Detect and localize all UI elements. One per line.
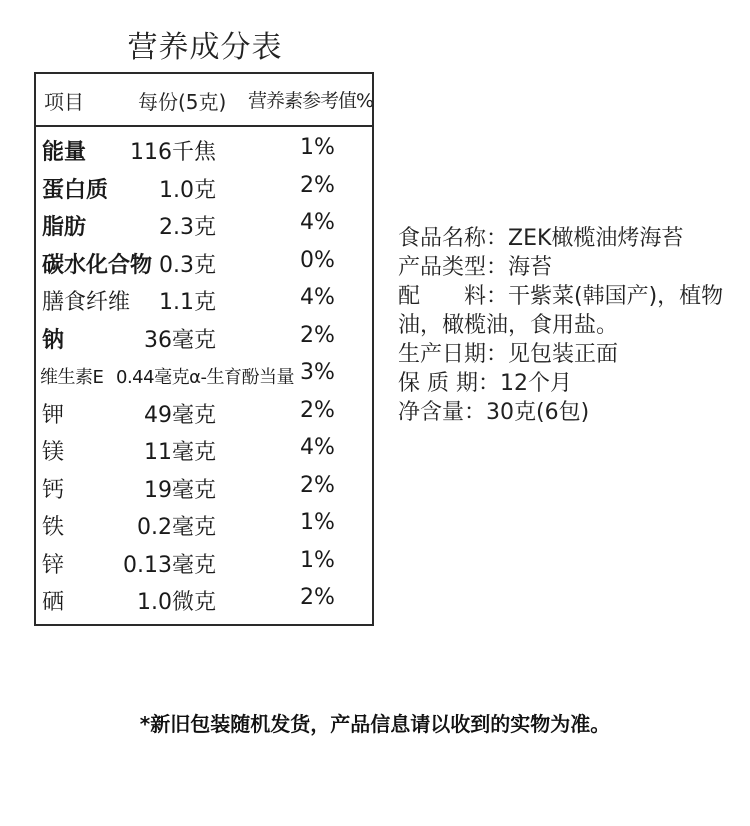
ingredients: 配 料：干紫菜(韩国产)，植物油，橄榄油，食用盐。 xyxy=(398,284,724,338)
header-item: 项目 xyxy=(44,90,84,114)
table-row xyxy=(36,545,372,583)
table-row xyxy=(36,207,372,245)
nutrient-nrv: 2% xyxy=(300,322,335,348)
nutrient-amount: 1.0克 xyxy=(159,177,216,203)
nutrient-nrv: 1% xyxy=(300,547,335,573)
nutrient-amount: 0.13毫克 xyxy=(123,552,216,578)
nutrient-amount: 1.1克 xyxy=(159,290,216,315)
table-row xyxy=(36,507,372,545)
nutrient-amount: 1.0微克 xyxy=(137,590,216,615)
nutrition-table-title: 营养成分表 xyxy=(127,30,283,65)
table-body xyxy=(36,132,372,620)
table-row xyxy=(36,282,372,320)
nutrient-amount: 36毫克 xyxy=(144,327,216,353)
net-content: 净含量：30克(6包) xyxy=(398,400,590,425)
table-row xyxy=(36,170,372,208)
table-row xyxy=(36,245,372,283)
nutrient-name: 钙 xyxy=(42,477,65,503)
production-date: 生产日期：见包装正面 xyxy=(398,342,619,367)
nutrient-nrv: 2% xyxy=(300,472,335,498)
nutrient-amount: 19毫克 xyxy=(144,477,216,503)
table-row xyxy=(36,395,372,433)
nutrient-nrv: 0% xyxy=(300,247,335,273)
table-row xyxy=(36,432,372,470)
table-header xyxy=(36,74,372,127)
nutrient-amount: 116千焦 xyxy=(130,140,216,165)
nutrient-nrv: 4% xyxy=(300,285,335,310)
nutrient-amount: 0.44毫克α-生育酚当量 xyxy=(116,367,294,388)
table-row xyxy=(36,357,372,395)
nutrient-name: 膳食纤维 xyxy=(42,290,131,315)
nutrient-name: 碳水化合物 xyxy=(42,252,153,278)
nutrition-table xyxy=(34,72,374,626)
product-info xyxy=(398,224,728,427)
product-name: 食品名称：ZEK橄榄油烤海苔 xyxy=(398,226,684,251)
nutrient-name: 能量 xyxy=(42,140,87,165)
nutrient-amount: 0.2毫克 xyxy=(137,515,216,540)
nutrient-name: 硒 xyxy=(42,590,65,615)
table-row xyxy=(36,320,372,358)
shelf-life: 保 质 期：12个月 xyxy=(398,371,572,396)
nutrient-nrv: 1% xyxy=(300,510,335,535)
nutrient-nrv: 4% xyxy=(300,210,335,235)
header-nrv: 营养素参考值% xyxy=(248,90,374,112)
nutrient-nrv: 2% xyxy=(300,397,335,423)
nutrient-name: 铁 xyxy=(42,515,65,540)
nutrient-nrv: 2% xyxy=(300,172,335,198)
nutrient-nrv: 3% xyxy=(300,360,335,385)
nutrient-name: 脂肪 xyxy=(42,215,87,240)
product-type: 产品类型：海苔 xyxy=(398,255,553,280)
nutrient-name: 蛋白质 xyxy=(42,177,109,203)
nutrient-nrv: 4% xyxy=(300,435,335,460)
nutrient-name: 维生素E xyxy=(40,367,104,388)
table-row xyxy=(36,582,372,620)
packaging-note: *新旧包装随机发货，产品信息请以收到的实物为准。 xyxy=(139,712,611,736)
nutrient-name: 钠 xyxy=(42,327,65,353)
nutrient-amount: 2.3克 xyxy=(159,215,216,240)
nutrient-nrv: 2% xyxy=(300,585,335,610)
nutrient-name: 锌 xyxy=(42,552,65,578)
nutrient-name: 钾 xyxy=(42,402,65,428)
nutrient-amount: 49毫克 xyxy=(144,402,216,428)
table-row xyxy=(36,132,372,170)
nutrient-nrv: 1% xyxy=(300,135,335,160)
nutrient-name: 镁 xyxy=(42,440,65,465)
nutrient-amount: 0.3克 xyxy=(159,252,216,278)
table-row xyxy=(36,470,372,508)
nutrient-amount: 11毫克 xyxy=(144,440,216,465)
header-per-serving: 每份(5克) xyxy=(138,90,227,114)
